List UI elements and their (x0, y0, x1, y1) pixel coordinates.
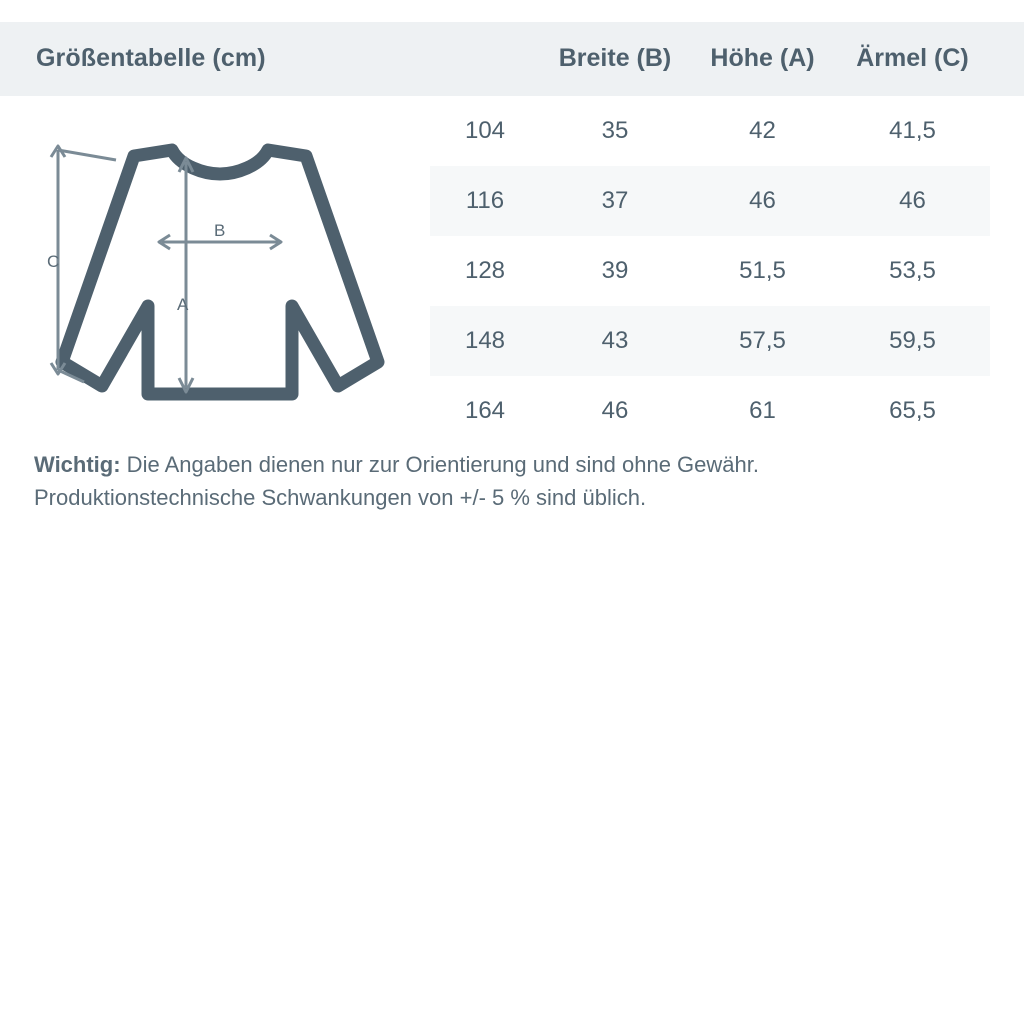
table-row (430, 236, 990, 306)
cell-size: 128 (464, 257, 506, 284)
table-header-row (430, 44, 990, 73)
cell-size: 116 (465, 187, 505, 214)
column-header-hoehe: Höhe (A) (710, 44, 815, 72)
table-row (430, 376, 990, 446)
cell-size: 164 (464, 397, 506, 424)
cell-size: 104 (464, 117, 506, 144)
disclaimer-note (34, 448, 984, 514)
sweater-diagram (20, 110, 420, 430)
measure-label-a: A (177, 295, 189, 314)
sweater-outline (62, 150, 378, 394)
measure-label-c: C (47, 252, 60, 271)
cell-breite: 35 (601, 117, 629, 144)
cell-breite: 46 (601, 397, 629, 424)
cell-aermel: 65,5 (889, 397, 936, 424)
disclaimer-line1: Die Angaben dienen nur zur Orientierung und sind ohne Gewähr. (120, 452, 759, 477)
measure-arrow-a (179, 158, 193, 392)
table-row (430, 166, 990, 236)
cell-breite: 39 (601, 257, 629, 284)
cell-hoehe: 61 (749, 397, 776, 424)
cell-aermel: 41,5 (889, 117, 936, 144)
cell-breite: 37 (601, 187, 629, 214)
disclaimer-lead: Wichtig: (34, 452, 121, 477)
size-table (430, 96, 990, 446)
table-row (430, 96, 990, 166)
cell-aermel: 59,5 (889, 327, 936, 354)
column-header-breite: Breite (B) (558, 44, 672, 72)
measure-label-b: B (214, 221, 226, 240)
table-row (430, 306, 990, 376)
cell-hoehe: 42 (749, 117, 776, 144)
cell-aermel: 46 (899, 187, 926, 214)
cell-hoehe: 57,5 (739, 327, 786, 354)
disclaimer-line2: Produktionstechnische Schwankungen von +/- 5 % sind üblich. (34, 485, 647, 510)
cell-aermel: 53,5 (889, 257, 936, 284)
cell-hoehe: 51,5 (739, 257, 786, 284)
cell-size: 148 (464, 327, 506, 354)
page-title: Größentabelle (cm) (36, 44, 266, 72)
cell-breite: 43 (601, 327, 629, 354)
column-header-aermel: Ärmel (C) (856, 44, 969, 72)
cell-hoehe: 46 (749, 187, 776, 214)
